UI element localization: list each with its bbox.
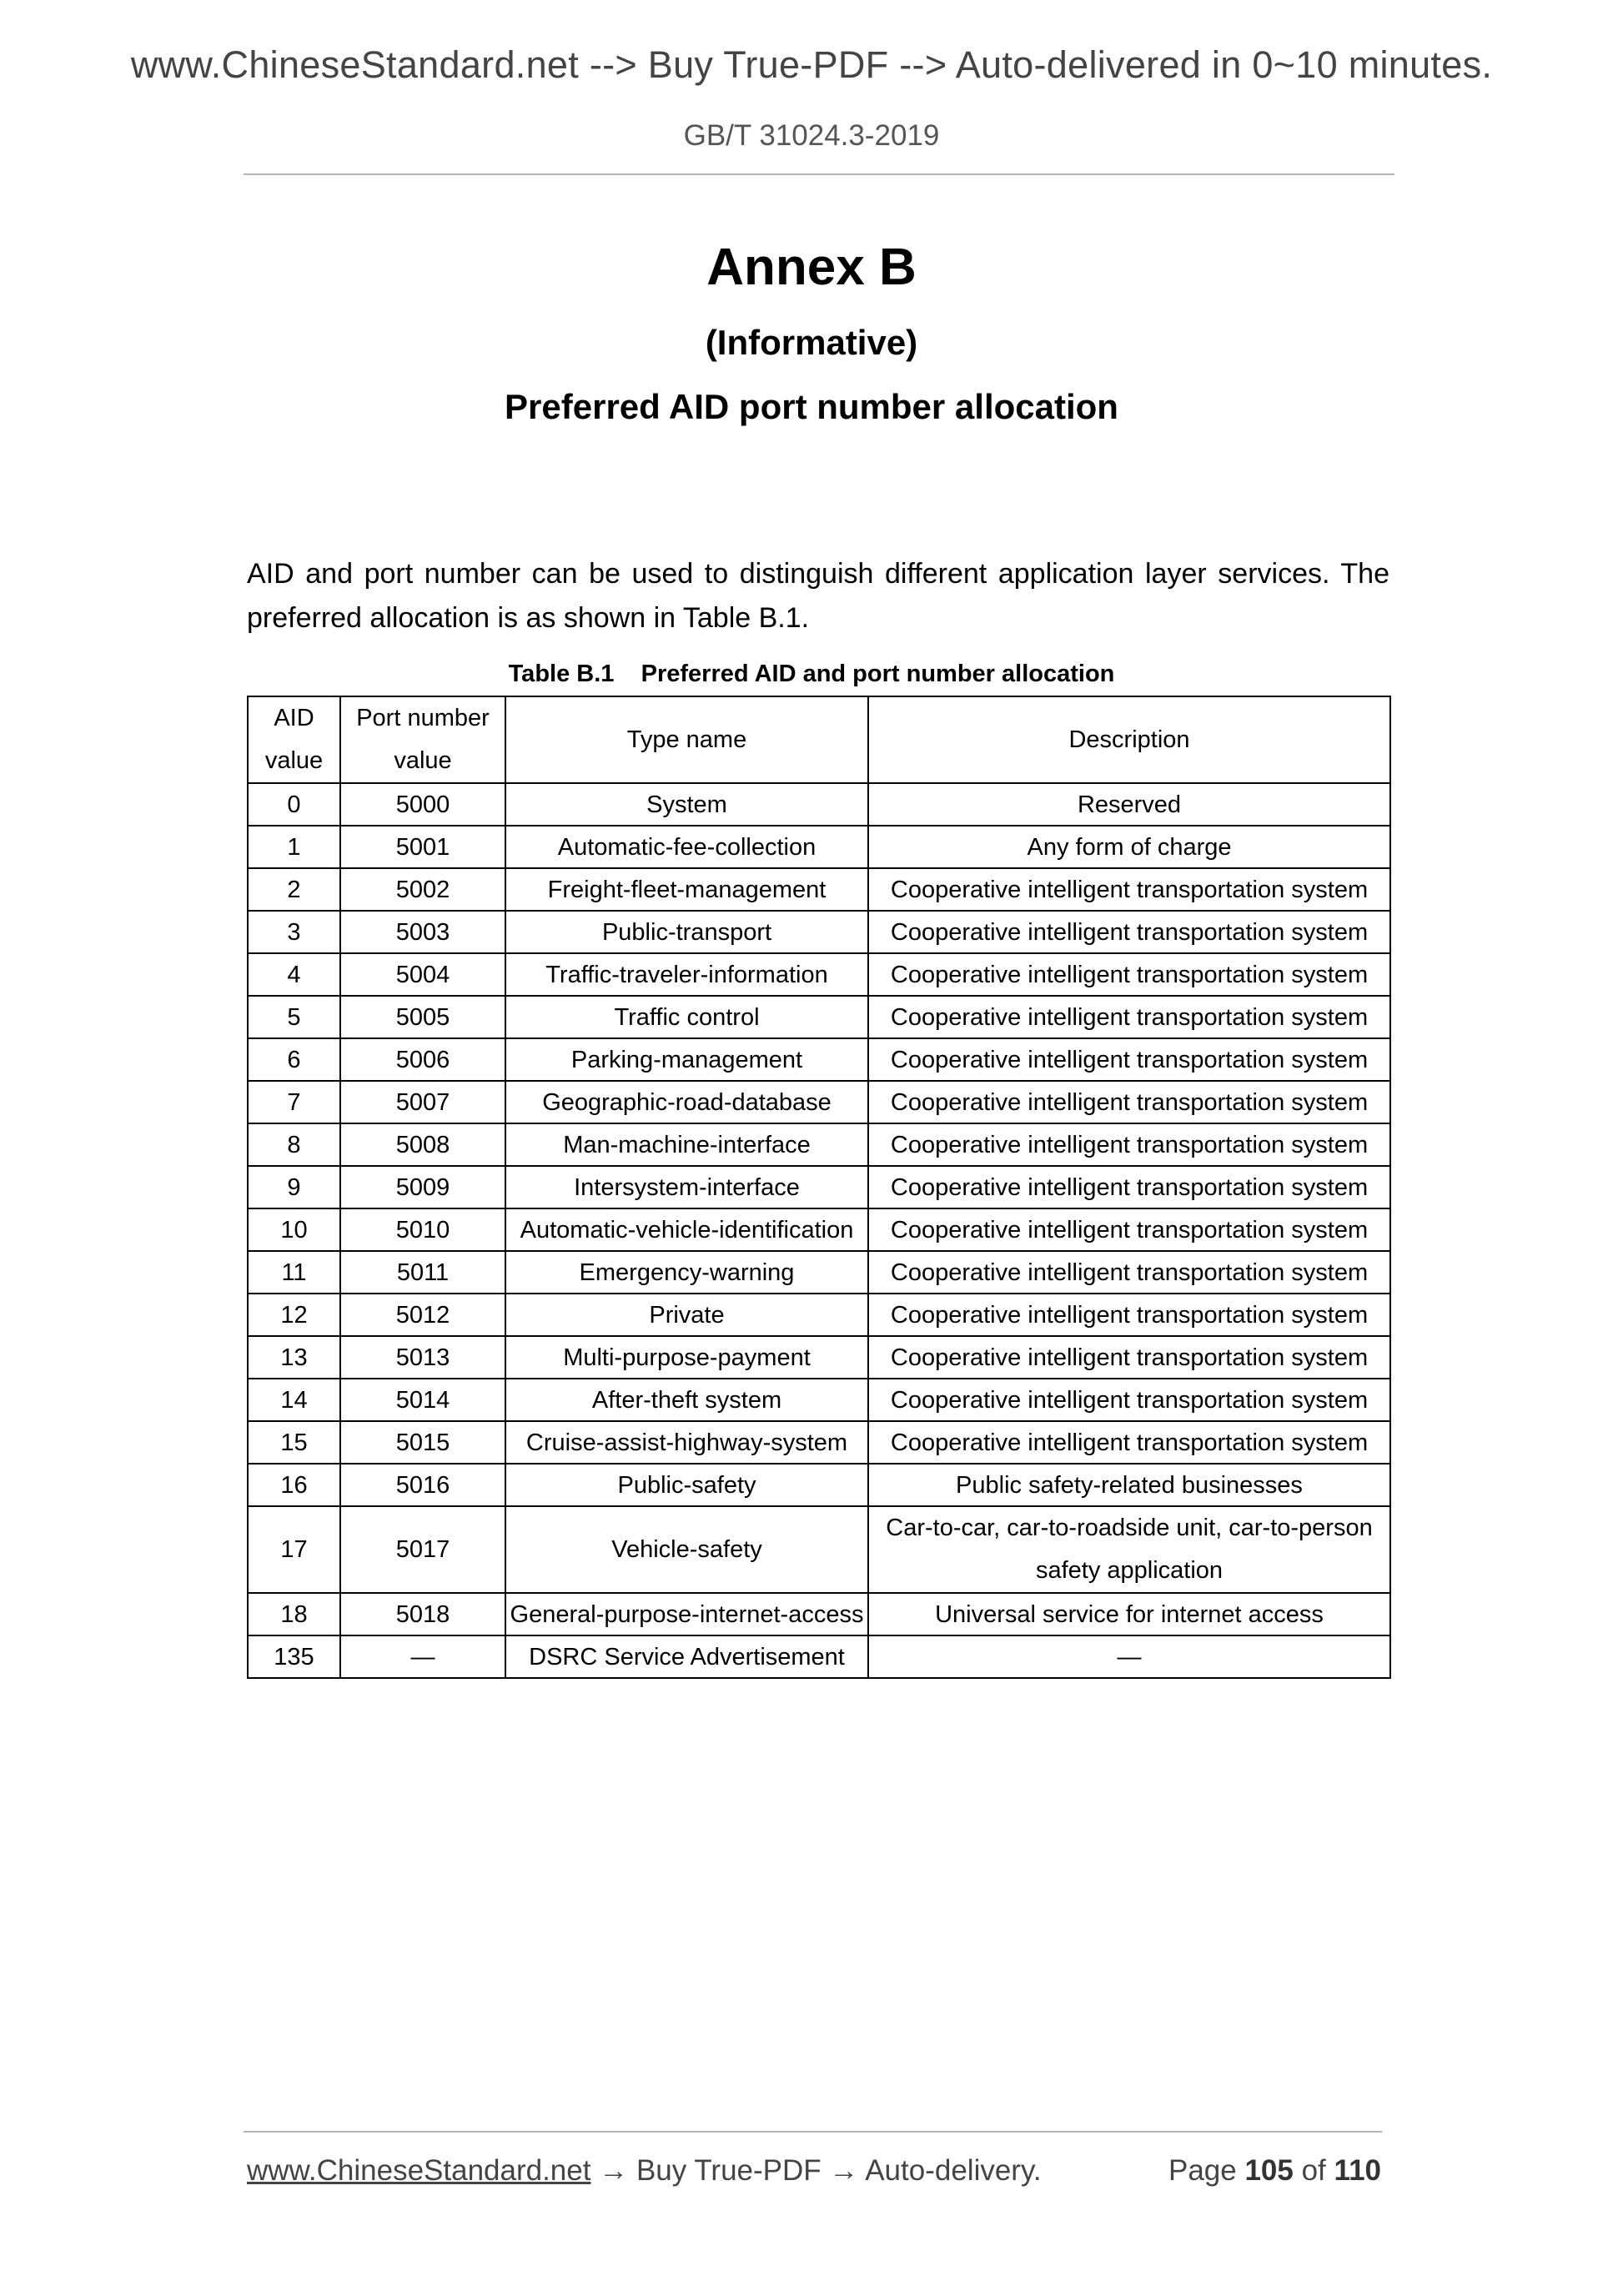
cell-port: 5011 — [340, 1251, 505, 1294]
cell-description: Cooperative intelligent transportation system — [868, 911, 1390, 953]
cell-aid: 3 — [248, 911, 340, 953]
cell-port: 5001 — [340, 826, 505, 868]
annex-heading: Preferred AID port number allocation — [505, 387, 1118, 426]
cell-description: Cooperative intelligent transportation system — [868, 1166, 1390, 1208]
annex-title: Annex B — [706, 239, 917, 296]
cell-port: 5016 — [340, 1464, 505, 1506]
footer-buy-text: Buy True-PDF — [636, 2154, 822, 2187]
cell-type: After-theft system — [505, 1379, 868, 1421]
cell-type: Traffic control — [505, 996, 868, 1038]
cell-type: System — [505, 783, 868, 826]
cell-description: Cooperative intelligent transportation system — [868, 1208, 1390, 1251]
table-row — [248, 783, 1390, 826]
intro-paragraph: AID and port number can be used to distinguish different application layer services. The preferred allocation is as shown in Table B.1. — [247, 558, 1389, 634]
cell-type: Cruise-assist-highway-system — [505, 1421, 868, 1464]
cell-aid: 2 — [248, 868, 340, 911]
cell-port: 5002 — [340, 868, 505, 911]
cell-description: — — [868, 1635, 1390, 1678]
cell-port: 5007 — [340, 1081, 505, 1123]
cell-description: Cooperative intelligent transportation system — [868, 1251, 1390, 1294]
allocation-table — [247, 696, 1391, 1679]
table-row — [248, 1081, 1390, 1123]
cell-aid: 135 — [248, 1635, 340, 1678]
table-row — [248, 911, 1390, 953]
arrow-icon: → — [829, 2154, 859, 2187]
cell-aid: 11 — [248, 1251, 340, 1294]
cell-port: 5003 — [340, 911, 505, 953]
cell-type: Freight-fleet-management — [505, 868, 868, 911]
cell-aid: 7 — [248, 1081, 340, 1123]
cell-type: Parking-management — [505, 1038, 868, 1081]
cell-aid: 9 — [248, 1166, 340, 1208]
table-row — [248, 996, 1390, 1038]
page-number: 105 — [1244, 2154, 1294, 2187]
table-body — [248, 783, 1390, 1678]
cell-description: Cooperative intelligent transportation system — [868, 1081, 1390, 1123]
top-banner: www.ChineseStandard.net --> Buy True-PDF --> Auto-delivered in 0~10 minutes. — [130, 43, 1493, 86]
table-row — [248, 953, 1390, 996]
cell-type: Vehicle-safety — [505, 1506, 868, 1593]
table-row — [248, 1635, 1390, 1678]
table-row — [248, 1294, 1390, 1336]
cell-port: 5018 — [340, 1593, 505, 1635]
cell-description: Car-to-car, car-to-roadside unit, car-to-person safety application — [868, 1506, 1390, 1593]
table-row — [248, 1379, 1390, 1421]
cell-type: Automatic-fee-collection — [505, 826, 868, 868]
cell-type: DSRC Service Advertisement — [505, 1635, 868, 1678]
table-header-row — [248, 696, 1390, 783]
table-caption: Table B.1 Preferred AID and port number allocation — [508, 661, 1115, 687]
table-row — [248, 1208, 1390, 1251]
table-row — [248, 1251, 1390, 1294]
cell-aid: 10 — [248, 1208, 340, 1251]
cell-type: Emergency-warning — [505, 1251, 868, 1294]
cell-aid: 13 — [248, 1336, 340, 1379]
cell-port: — — [340, 1635, 505, 1678]
cell-port: 5008 — [340, 1123, 505, 1166]
annex-subtitle: (Informative) — [705, 323, 918, 362]
table-row — [248, 1506, 1390, 1593]
cell-aid: 15 — [248, 1421, 340, 1464]
cell-description: Cooperative intelligent transportation system — [868, 1038, 1390, 1081]
cell-type: General-purpose-internet-access — [505, 1593, 868, 1635]
cell-aid: 17 — [248, 1506, 340, 1593]
header-description: Description — [868, 696, 1390, 783]
header-divider — [244, 173, 1394, 175]
header-aid-value: AID value — [248, 696, 340, 783]
cell-aid: 16 — [248, 1464, 340, 1506]
cell-description: Cooperative intelligent transportation system — [868, 868, 1390, 911]
cell-aid: 14 — [248, 1379, 340, 1421]
table-row — [248, 1123, 1390, 1166]
cell-description: Public safety-related businesses — [868, 1464, 1390, 1506]
cell-type: Public-safety — [505, 1464, 868, 1506]
table-row — [248, 1336, 1390, 1379]
cell-description: Universal service for internet access — [868, 1593, 1390, 1635]
arrow-icon: → — [599, 2154, 629, 2187]
cell-description: Any form of charge — [868, 826, 1390, 868]
cell-port: 5005 — [340, 996, 505, 1038]
cell-port: 5013 — [340, 1336, 505, 1379]
cell-port: 5015 — [340, 1421, 505, 1464]
cell-type: Intersystem-interface — [505, 1166, 868, 1208]
cell-port: 5000 — [340, 783, 505, 826]
table-row — [248, 1464, 1390, 1506]
header-port-number: Port number value — [340, 696, 505, 783]
cell-description: Reserved — [868, 783, 1390, 826]
cell-aid: 12 — [248, 1294, 340, 1336]
cell-description: Cooperative intelligent transportation system — [868, 996, 1390, 1038]
cell-description: Cooperative intelligent transportation system — [868, 1123, 1390, 1166]
header-type-name: Type name — [505, 696, 868, 783]
cell-aid: 8 — [248, 1123, 340, 1166]
page-total: 110 — [1334, 2154, 1381, 2187]
page-indicator — [1168, 2154, 1381, 2188]
cell-port: 5004 — [340, 953, 505, 996]
page-label: Page — [1168, 2154, 1237, 2187]
document-id: GB/T 31024.3-2019 — [683, 119, 940, 152]
cell-aid: 4 — [248, 953, 340, 996]
cell-port: 5017 — [340, 1506, 505, 1593]
cell-description: Cooperative intelligent transportation system — [868, 1336, 1390, 1379]
footer-delivery-text: Auto-delivery. — [865, 2154, 1042, 2187]
footer-link[interactable]: www.ChineseStandard.net — [247, 2154, 591, 2187]
cell-type: Man-machine-interface — [505, 1123, 868, 1166]
cell-port: 5006 — [340, 1038, 505, 1081]
cell-description: Cooperative intelligent transportation system — [868, 1421, 1390, 1464]
table-row — [248, 1421, 1390, 1464]
cell-type: Geographic-road-database — [505, 1081, 868, 1123]
cell-type: Private — [505, 1294, 868, 1336]
footer-divider — [244, 2131, 1382, 2133]
cell-type: Public-transport — [505, 911, 868, 953]
cell-aid: 18 — [248, 1593, 340, 1635]
cell-aid: 5 — [248, 996, 340, 1038]
cell-port: 5014 — [340, 1379, 505, 1421]
cell-aid: 0 — [248, 783, 340, 826]
table-row — [248, 868, 1390, 911]
cell-description: Cooperative intelligent transportation system — [868, 1294, 1390, 1336]
cell-type: Traffic-traveler-information — [505, 953, 868, 996]
cell-description: Cooperative intelligent transportation system — [868, 953, 1390, 996]
footer — [247, 2154, 1381, 2188]
cell-port: 5009 — [340, 1166, 505, 1208]
page-of-label: of — [1301, 2154, 1326, 2187]
cell-type: Multi-purpose-payment — [505, 1336, 868, 1379]
table-row — [248, 826, 1390, 868]
table-row — [248, 1166, 1390, 1208]
table-row — [248, 1038, 1390, 1081]
cell-port: 5010 — [340, 1208, 505, 1251]
cell-aid: 6 — [248, 1038, 340, 1081]
cell-port: 5012 — [340, 1294, 505, 1336]
table-row — [248, 1593, 1390, 1635]
cell-type: Automatic-vehicle-identification — [505, 1208, 868, 1251]
cell-aid: 1 — [248, 826, 340, 868]
cell-description: Cooperative intelligent transportation system — [868, 1379, 1390, 1421]
